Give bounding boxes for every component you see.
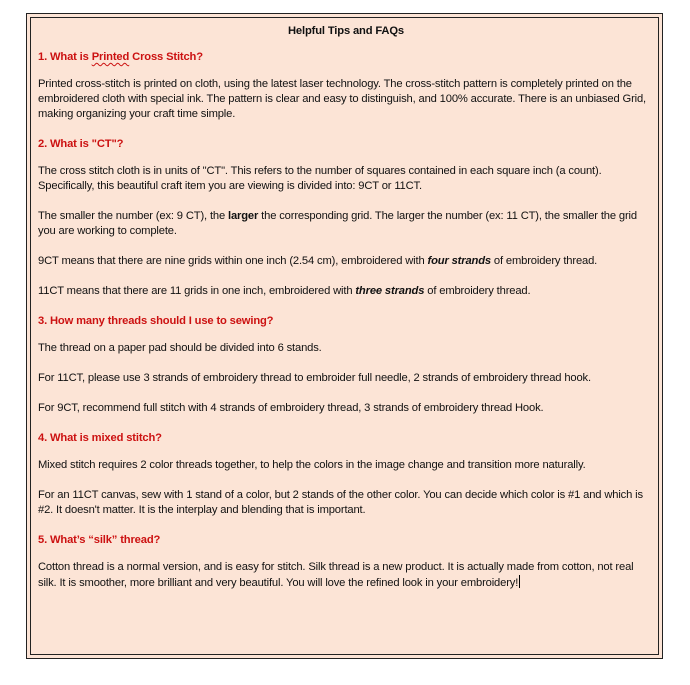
text-run: 9CT means that there are nine grids within one inch (2.54 cm), embroidered with: [38, 255, 428, 267]
faq-answer-1: Printed cross-stitch is printed on cloth, using the latest laser technology. The cross-stitch pattern is completely printed on the embroidered cloth with special ink. The pattern is clear and easy to distinguish, and 100% accurate. There is an unbiased Grid, making organizing your craft time simple.: [38, 78, 647, 120]
faq-answer-2-p4: [38, 284, 654, 299]
faq-heading-1-prefix: 1. What is: [38, 51, 92, 63]
text-run: The smaller the number (ex: 9 CT), the: [38, 210, 229, 222]
faq-heading-5: 5. What’s “silk” thread?: [38, 534, 161, 546]
page-title: Helpful Tips and FAQs: [288, 25, 404, 37]
text-run: 11CT means that there are 11 grids in one inch, embroidered with: [38, 285, 356, 297]
faq-heading-2: 2. What is "CT"?: [38, 138, 124, 150]
faq-answer-2-p1: The cross stitch cloth is in units of "CT". This refers to the number of squares contained in each square inch (a count). Specifically, this beautiful craft item you are viewing is divided into: 9CT or 11CT.: [38, 165, 602, 192]
text-run: of embroidery thread.: [490, 255, 598, 267]
spellcheck-word: Printed: [91, 51, 130, 63]
text-run: Cotton thread is a normal version, and is easy for stitch. Silk thread is a new product. It is actually made from cotton, not real silk. It is smoother, more brilliant and very beautiful. You will love the refined look in your embroidery!: [38, 561, 634, 589]
text-cursor: [519, 575, 520, 588]
faq-answer-2-p3: [38, 254, 654, 269]
faq-heading-4: 4. What is mixed stitch?: [38, 432, 162, 444]
faq-answer-4-p1: Mixed stitch requires 2 color threads together, to help the colors in the image change and transition more naturally.: [38, 459, 586, 471]
faq-answer-3-p2: For 11CT, please use 3 strands of embroidery thread to embroider full needle, 2 strands of embroidery thread hook.: [38, 372, 591, 384]
faq-answer-4-p2: For an 11CT canvas, sew with 1 stand of a color, but 2 stands of the other color. You can decide which color is #1 and which is #2. It doesn't matter. It is the interplay and blending that is important.: [38, 489, 643, 516]
bold-italic-text: four strands: [427, 255, 491, 267]
faq-heading-3: 3. How many threads should I use to sewing?: [38, 315, 274, 327]
document-text-area[interactable]: [38, 24, 654, 606]
faq-heading-1-suffix: Cross Stitch?: [129, 51, 203, 63]
faq-answer-3-p3: For 9CT, recommend full stitch with 4 strands of embroidery thread, 3 strands of embroidery thread Hook.: [38, 402, 544, 414]
faq-answer-5-p1: [38, 560, 654, 591]
faq-answer-2-p2: [38, 209, 654, 239]
bold-text: larger: [228, 210, 259, 222]
text-run: the corresponding grid. The larger the number (ex: 11 CT), the smaller the grid you are working to complete.: [38, 210, 637, 237]
text-run: of embroidery thread.: [424, 285, 531, 297]
bold-italic-text: three strands: [355, 285, 425, 297]
faq-answer-3-p1: The thread on a paper pad should be divided into 6 stands.: [38, 342, 322, 354]
faq-heading-1: [38, 50, 654, 65]
